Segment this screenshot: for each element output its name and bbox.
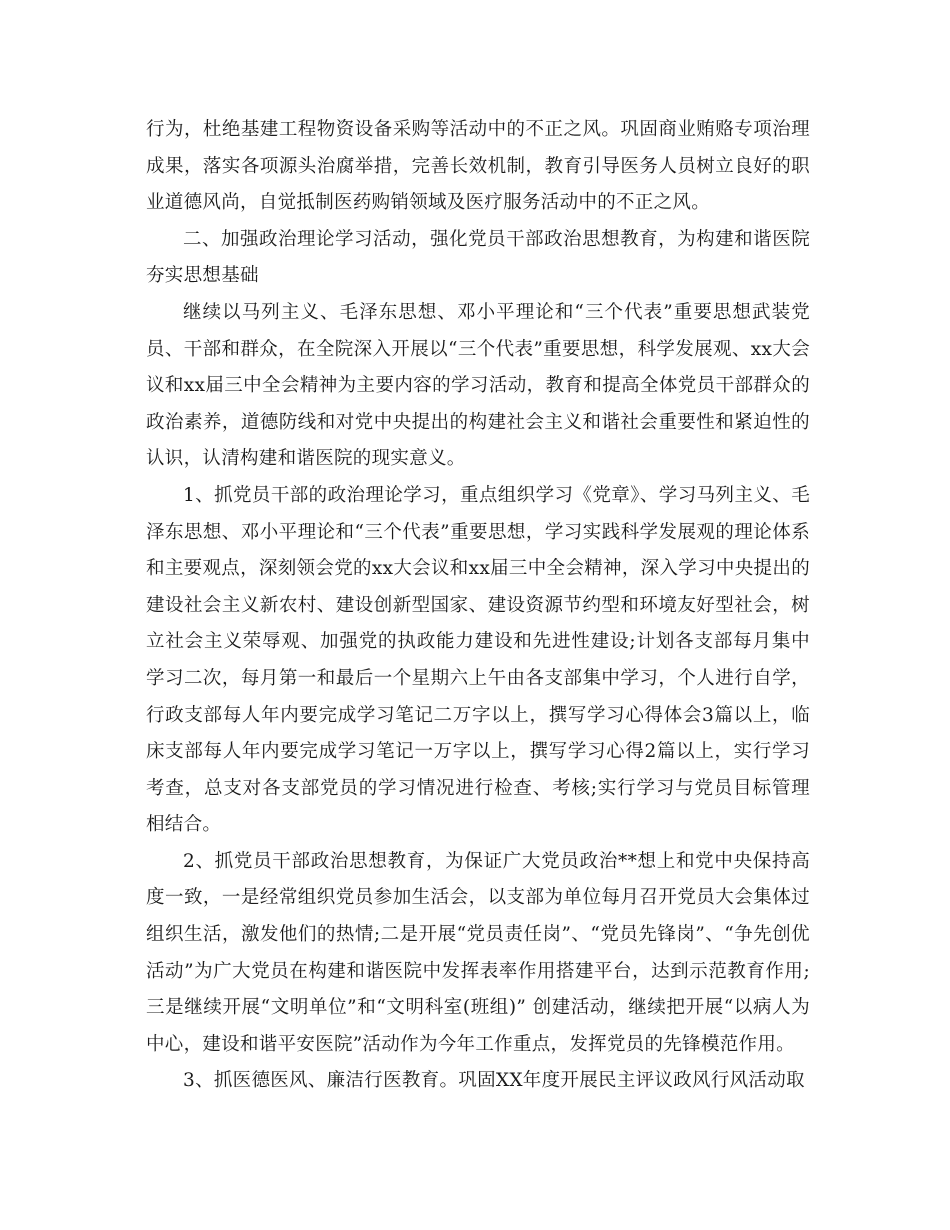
paragraph-item-3: 3、抓医德医风、廉洁行医教育。巩固XX年度开展民主评议政风行风活动取: [183, 1070, 805, 1092]
paragraph-item-2: 2、抓党员干部政治思想教育，为保证广大党员政治**想上和党中央保持高度一致，一是经常组织党员参加生活会，以支部为单位每月召开党员大会集体过组织生活，激发他们的热情;二是开展“党员责任岗”、“党员先锋岗”、“争先创优活动”为广大党员在构建和谐医院中发挥表率作用搭建平台，达到示范教育作用;三是继续开展“文明单位”和“文明科室(班组)” 创建活动，继续把开展“以病人为中心，建设和谐平安医院”活动作为今年工作重点，发挥党员的先锋模范作用。: [146, 850, 810, 1055]
document-body: [146, 112, 810, 1100]
paragraph-study-overview: 继续以马列主义、毛泽东思想、邓小平理论和“三个代表”重要思想武装党员、干部和群众，在全院深入开展以“三个代表”重要思想，科学发展观、xx大会议和xx届三中全会精神为主要内容的学习活动，教育和提高全体党员干部群众的政治素养，道德防线和对党中央提出的构建社会主义和谐社会重要性和紧迫性的认识，认清构建和谐医院的现实意义。: [146, 301, 810, 470]
paragraph-item-1: 1、抓党员干部的政治理论学习，重点组织学习《党章》、学习马列主义、毛泽东思想、邓小平理论和“三个代表”重要思想，学习实践科学发展观的理论体系和主要观点，深刻领会党的xx大会议和xx届三中全会精神，深入学习中央提出的建设社会主义新农村、建设创新型国家、建设资源节约型和环境友好型社会，树立社会主义荣辱观、加强党的执政能力建设和先进性建设;计划各支部每月集中学习二次，每月第一和最后一个星期六上午由各支部集中学习，个人进行自学，行政支部每人年内要完成学习笔记二万字以上，撰写学习心得体会3篇以上，临床支部每人年内要完成学习笔记一万字以上，撰写学习心得2篇以上，实行学习考查，总支对各支部党员的学习情况进行检查、考核;实行学习与党员目标管理相结合。: [146, 484, 810, 836]
section-heading-two: 二、加强政治理论学习活动，强化党员干部政治思想教育，为构建和谐医院夯实思想基础: [146, 228, 810, 287]
paragraph-continuation: 行为，杜绝基建工程物资设备采购等活动中的不正之风。巩固商业贿赂专项治理成果，落实各项源头治腐举措，完善长效机制，教育引导医务人员树立良好的职业道德风尚，自觉抵制医药购销领域及医疗服务活动中的不正之风。: [146, 119, 810, 214]
